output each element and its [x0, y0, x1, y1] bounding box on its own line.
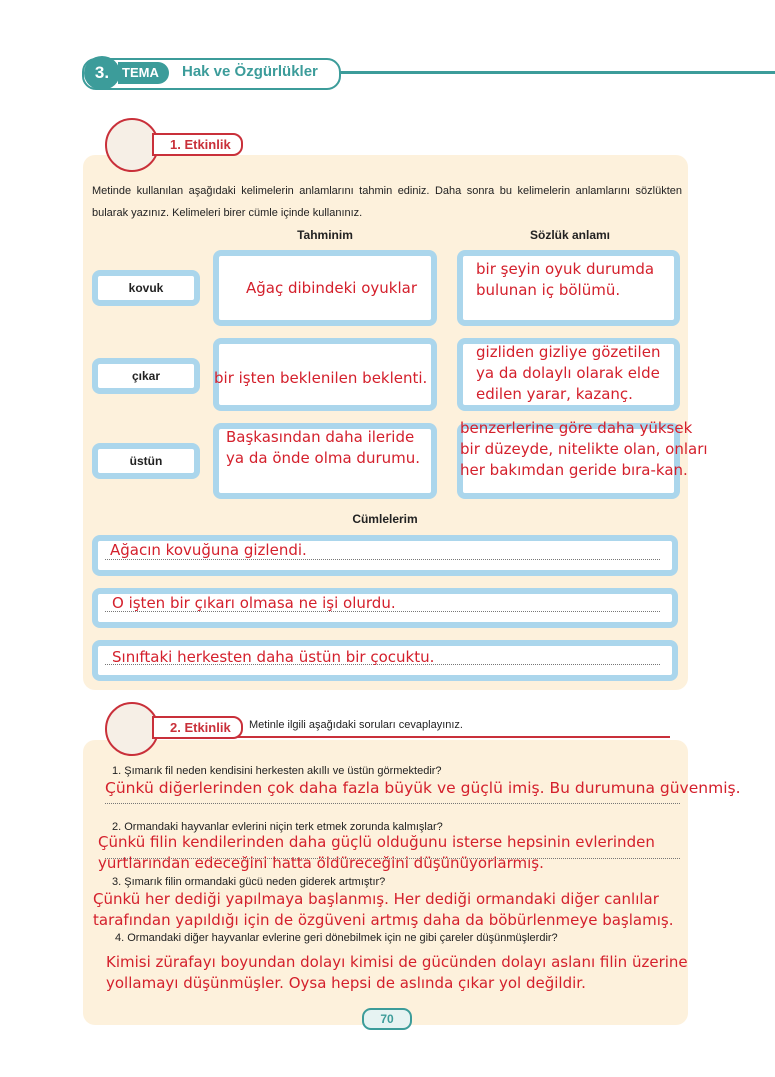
activity-2-instruction: Metinle ilgili aşağıdaki soruları cevaplayınız. — [249, 719, 463, 731]
dictionary-answer: bir şeyin oyuk durumda bulunan iç bölümü. — [476, 260, 655, 299]
activity-1-label: 1. Etkinlik — [152, 133, 243, 156]
word-label: kovuk — [128, 281, 164, 295]
answer: Çünkü her dediği yapılmaya başlanmış. Her dediği ormandaki diğer canlılar tarafından yapıldığı için de özgüveni artmış daha da böbürlenmeye başlamış. — [93, 890, 674, 929]
question: 4. Ormandaki diğer hayvanlar evlerine geri dönebilmek için ne gibi çareler düşünmüşlerdir? — [115, 932, 558, 944]
answer: Çünkü filin kendilerinden daha güçlü olduğunu isterse hepsinin evlerinden yurtlarından edeceğini hatta öldüreceğini düşünüyorlarmış. — [98, 833, 655, 872]
sentence-answer: Sınıftaki herkesten daha üstün bir çocuktu. — [112, 648, 435, 666]
guess-answer: Başkasından daha ileride ya da önde olma durumu. — [226, 428, 421, 467]
word-ustun — [92, 443, 200, 479]
open-book-icon — [105, 702, 159, 756]
dictionary-answer: gizliden gizliye gözetilen ya da dolaylı olarak elde edilen yarar, kazanç. — [476, 343, 661, 403]
sentence-answer: O işten bir çıkarı olmasa ne işi olurdu. — [112, 594, 396, 612]
question: 2. Ormandaki hayvanlar evlerini niçin terk etmek zorunda kalmışlar? — [112, 821, 443, 833]
guess-answer: bir işten beklenilen beklenti. — [214, 369, 428, 387]
answer: Çünkü diğerlerinden çok daha fazla büyük ve güçlü imiş. Bu durumuna güvenmiş. — [105, 779, 741, 797]
page-number: 70 — [362, 1008, 412, 1030]
activity-2-label: 2. Etkinlik — [152, 716, 243, 739]
theme-number: 3. — [84, 56, 120, 90]
dictionary-answer: benzerlerine göre daha yüksek bir düzeyde, nitelikte olan, onları her bakımdan geride bıra-kan. — [460, 419, 708, 479]
sentence-answer: Ağacın kovuğuna gizlendi. — [110, 541, 307, 559]
question: 3. Şımarık filin ormandaki gücü neden giderek artmıştır? — [112, 876, 386, 888]
activity-1-instruction: Metinde kullanılan aşağıdaki kelimelerin anlamlarını tahmin ediniz. Daha sonra bu kelimelerin anlamlarını sözlükten bularak yazınız. Kelimeleri birer cümle içinde kullanınız. — [92, 185, 682, 219]
theme-header — [82, 56, 775, 90]
word-kovuk — [92, 270, 200, 306]
theme-title: Hak ve Özgürlükler — [182, 63, 318, 80]
guess-answer: Ağaç dibindeki oyuklar — [246, 279, 418, 297]
open-book-icon — [105, 118, 159, 172]
column-header-dictionary: Sözlük anlamı — [529, 228, 611, 242]
question: 1. Şımarık fil neden kendisini herkesten akıllı ve üstün görmektedir? — [112, 765, 442, 777]
column-header-guess: Tahminim — [297, 228, 353, 242]
answer: Kimisi zürafayı boyundan dolayı kimisi de gücünden dolayı aslanı filin üzerine yollamayı düşünmüşler. Oysa hepsi de aslında çıkar yol değildir. — [106, 953, 688, 992]
word-label: üstün — [129, 454, 163, 468]
sentences-title: Cümlelerim — [352, 512, 418, 526]
theme-tag: TEMA — [118, 62, 169, 84]
word-cikar — [92, 358, 200, 394]
word-label: çıkar — [131, 369, 161, 383]
